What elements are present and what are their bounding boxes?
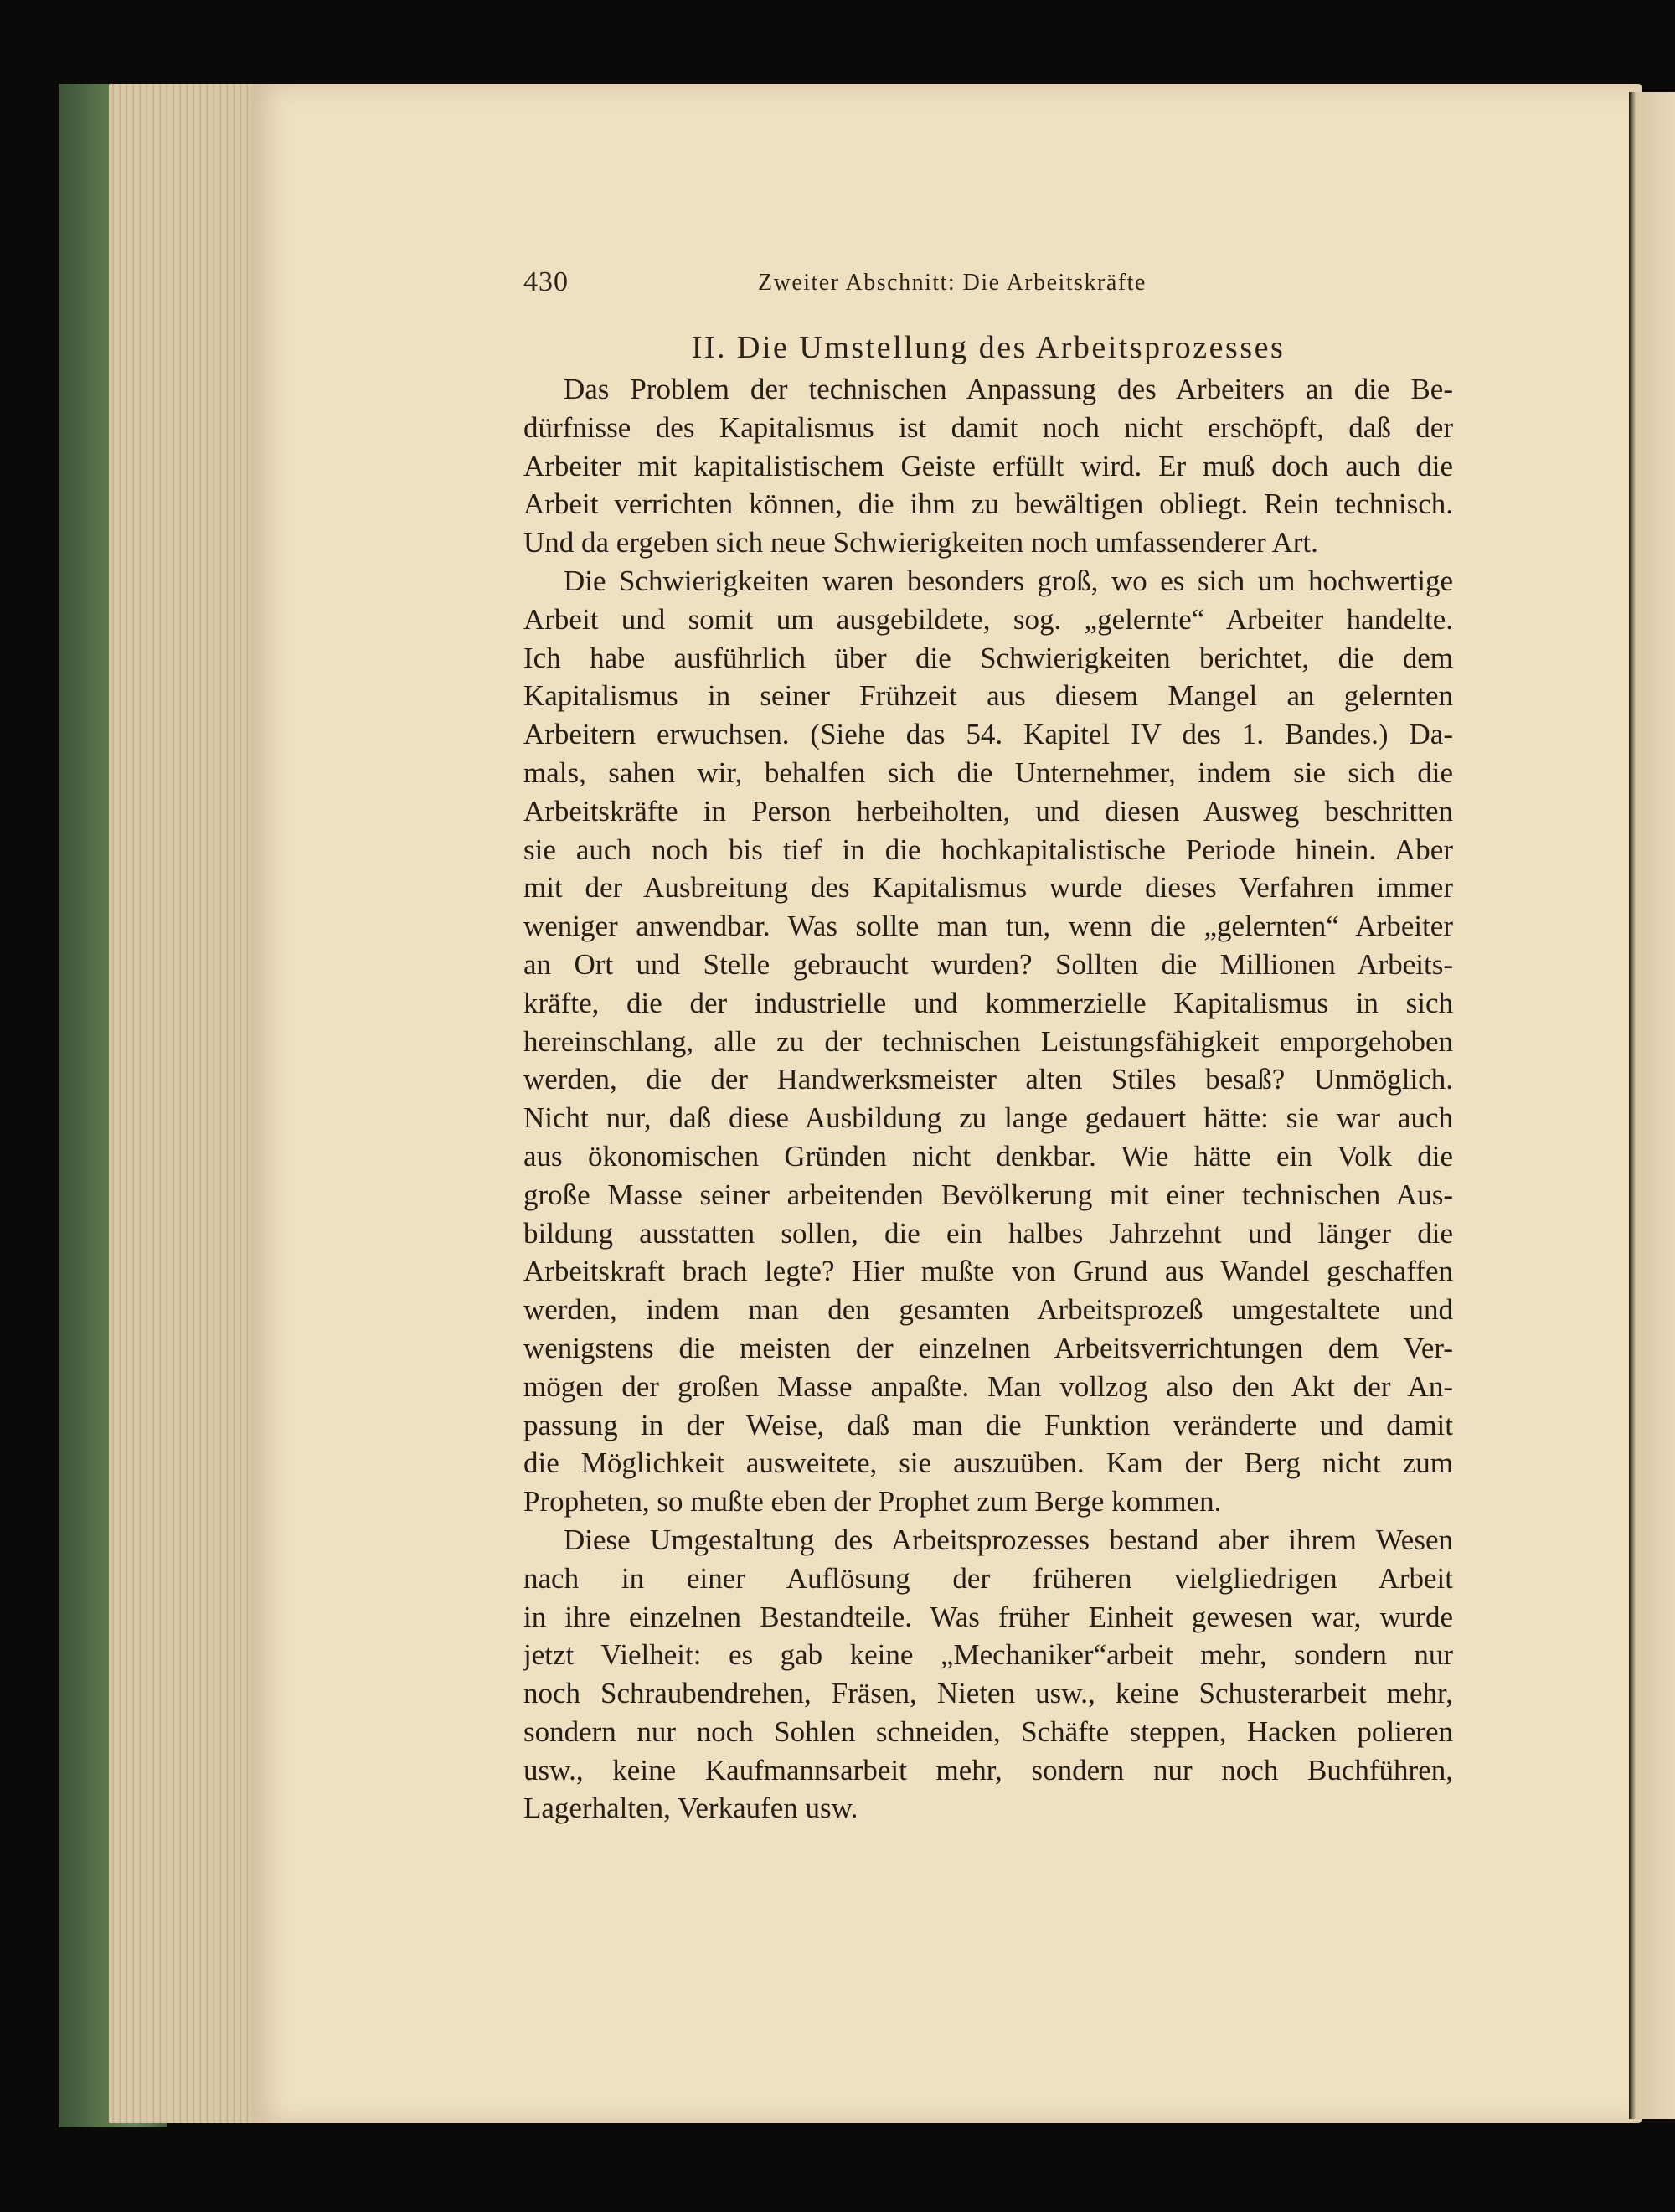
paragraph-2 [523, 562, 1453, 1521]
text-line: sondern nur noch Sohlen schneiden, Schäfte steppen, Hacken polieren [523, 1714, 1453, 1748]
text-line: nach in einer Auflösung der früheren vielgliedrigen Arbeit [523, 1561, 1453, 1595]
text-line: Arbeit verrichten können, die ihm zu bewältigen obliegt. Rein technisch. [523, 487, 1453, 521]
body-text [523, 370, 1453, 1828]
text-line: Kapitalismus in seiner Frühzeit aus diesem Mangel an gelernten [523, 679, 1453, 713]
text-line: Arbeiter mit kapitalistischem Geiste erfüllt wird. Er muß doch auch die [523, 449, 1453, 482]
text-line: noch Schraubendrehen, Fräsen, Nieten usw., keine Schusterarbeit mehr, [523, 1677, 1453, 1710]
text-line: die Möglichkeit ausweitete, sie auszuüben. Kam der Berg nicht zum [523, 1446, 1453, 1480]
text-line: werden, die der Handwerksmeister alten Stiles besaß? Unmöglich. [523, 1063, 1453, 1096]
text-line: mals, sahen wir, behalfen sich die Unternehmer, indem sie sich die [523, 755, 1453, 789]
text-line: bildung ausstatten sollen, die ein halbes Jahrzehnt und länger die [523, 1216, 1453, 1250]
text-line: Arbeitern erwuchsen. (Siehe das 54. Kapitel IV des 1. Bandes.) Da- [523, 718, 1453, 751]
text-line: dürfnisse des Kapitalismus ist damit noch nicht erschöpft, daß der [523, 410, 1453, 444]
text-line: Und da ergeben sich neue Schwierigkeiten noch umfassenderer Art. [523, 526, 1318, 559]
adjacent-page-edge [1629, 92, 1675, 2119]
text-line: Arbeitskräfte in Person herbeiholten, und diesen Ausweg beschritten [523, 794, 1453, 828]
text-line: Ich habe ausführlich über die Schwierigkeiten berichtet, die dem [523, 641, 1453, 674]
text-line: Nicht nur, daß diese Ausbildung zu lange gedauert hätte: sie war auch [523, 1101, 1453, 1135]
text-line: hereinschlang, alle zu der technischen Leistungsfähigkeit emporgehoben [523, 1024, 1453, 1058]
text-line: Arbeit und somit um ausgebildete, sog. „gelernte“ Arbeiter handelte. [523, 602, 1453, 636]
text-line: mögen der großen Masse anpaßte. Man vollzog also den Akt der An- [523, 1369, 1453, 1403]
text-line: große Masse seiner arbeitenden Bevölkerung mit einer technischen Aus- [523, 1178, 1453, 1211]
text-line: werden, indem man den gesamten Arbeitsprozeß umgestaltete und [523, 1293, 1453, 1327]
page-number: 430 [523, 266, 569, 297]
text-line: Lagerhalten, Verkaufen usw. [523, 1792, 858, 1825]
text-line: kräfte, die der industrielle und kommerzielle Kapitalismus in sich [523, 986, 1453, 1019]
paragraph-1 [523, 370, 1453, 562]
text-line: wenigstens die meisten der einzelnen Arbeitsverrichtungen dem Ver- [523, 1331, 1453, 1364]
text-line: an Ort und Stelle gebraucht wurden? Sollten die Millionen Arbeits- [523, 947, 1453, 981]
text-line: usw., keine Kaufmannsarbeit mehr, sondern nur noch Buchführen, [523, 1753, 1453, 1787]
text-line: Propheten, so mußte eben der Prophet zum Berge kommen. [523, 1485, 1222, 1518]
page-header [523, 266, 1445, 303]
text-line: jetzt Vielheit: es gab keine „Mechaniker“arbeit mehr, sondern nur [523, 1638, 1453, 1672]
text-line: in ihre einzelnen Bestandteile. Was früher Einheit gewesen war, wurde [523, 1600, 1453, 1633]
text-line: Das Problem der technischen Anpassung des Arbeiters an die Be- [564, 373, 1453, 405]
text-line: sie auch noch bis tief in die hochkapitalistische Periode hinein. Aber [523, 833, 1453, 866]
text-line: aus ökonomischen Gründen nicht denkbar. Wie hätte ein Volk die [523, 1139, 1453, 1173]
section-title: II. Die Umstellung des Arbeitsprozesses [691, 330, 1286, 365]
text-line: passung in der Weise, daß man die Funktion veränderte und damit [523, 1408, 1453, 1441]
running-head: Zweiter Abschnitt: Die Arbeitskräfte [758, 270, 1147, 296]
text-line: mit der Ausbreitung des Kapitalismus wurde dieses Verfahren immer [523, 871, 1453, 905]
text-line: Arbeitskraft brach legte? Hier mußte von Grund aus Wandel geschaffen [523, 1255, 1453, 1288]
paragraph-3 [523, 1521, 1453, 1828]
text-line: Die Schwierigkeiten waren besonders groß, wo es sich um hochwertige [564, 564, 1453, 597]
text-line: weniger anwendbar. Was sollte man tun, wenn die „gelernten“ Arbeiter [523, 910, 1453, 943]
text-line: Diese Umgestaltung des Arbeitsprozesses bestand aber ihrem Wesen [564, 1523, 1453, 1556]
